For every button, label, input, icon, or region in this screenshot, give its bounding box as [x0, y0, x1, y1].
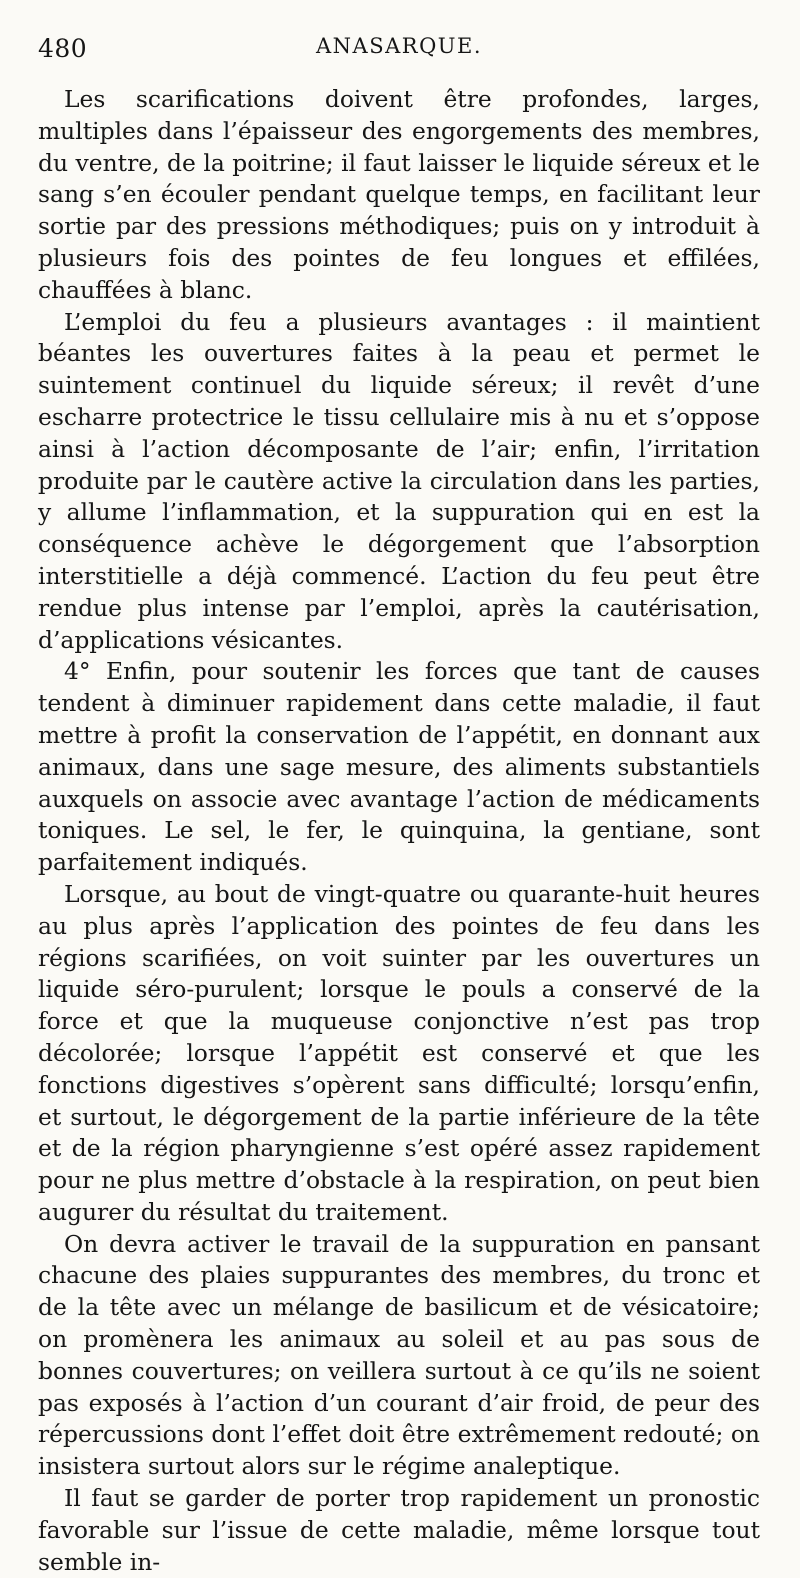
page-number: 480 — [38, 34, 88, 63]
paragraph-soutenir-forces: 4° Enfin, pour soutenir les forces que tant de causes tendent à diminuer rapidement dans cette maladie, il faut mettre à profit la conservation de l’appétit, en donnant aux animaux, dans une sage mesure, des aliments substantiels auxquels on associe avec avantage l’action de médicaments toniques. Le sel, le fer, le quinquina, la gentiane, sont parfaitement indiqués. — [38, 657, 760, 877]
body-text — [38, 84, 760, 1578]
running-title: ANASARQUE. — [316, 34, 482, 58]
paragraph-scarifications: Les scarifications doivent être profondes, larges, multiples dans l’épaisseur des engorgements des membres, du ventre, de la poitrine; il faut laisser le liquide séreux et le sang s’en écouler pendant quelque temps, en facilitant leur sortie par des pressions méthodiques; puis on y introduit à plusieurs fois des pointes de feu longues et effilées, chauffées à blanc. — [38, 85, 760, 304]
paragraph-emploi-du-feu: L’emploi du feu a plusieurs avantages : il maintient béantes les ouvertures faites à la peau et permet le suintement continuel du liquide séreux; il revêt d’une escharre protectrice le tissu cellulaire mis à nu et s’oppose ainsi à l’action décomposante de l’air; enfin, l’irritation produite par le cautère active la circulation dans les parties, y allume l’inflammation, et la suppuration qui en est la conséquence achève le dégorgement que l’absorption interstitielle a déjà commencé. L’action du feu peut être rendue plus intense par l’emploi, après la cautérisation, d’applications vésicantes. — [38, 307, 760, 654]
paragraph-pronostic-signes: Lorsque, au bout de vingt-quatre ou quarante-huit heures au plus après l’application des pointes de feu dans les régions scarifiées, on voit suinter par les ouvertures un liquide séro-purulent; lorsque le pouls a conservé de la force et que la muqueuse conjonctive n’est pas trop décolorée; lorsque l’appétit est conservé et que les fonctions digestives s’opèrent sans difficulté; lorsqu’enfin, et surtout, le dégorgement de la partie inférieure de la tête et de la région pharyngienne s’est opéré assez rapidement pour ne plus mettre d’obstacle à la respiration, on peut bien augurer du résultat du traitement. — [38, 879, 760, 1226]
page-header — [38, 30, 760, 84]
paragraph-suppuration: On devra activer le travail de la suppuration en pansant chacune des plaies suppurantes des membres, du tronc et de la tête avec un mélange de basilicum et de vésicatoire; on promènera les animaux au soleil et au pas sous de bonnes couvertures; on veillera surtout à ce qu’ils ne soient pas exposés à l’action d’un courant d’air froid, de peur des répercussions dont l’effet doit être extrêmement redouté; on insistera surtout alors sur le régime analeptique. — [38, 1229, 760, 1481]
paragraph-pronostic-favorable: Il faut se garder de porter trop rapidement un pronostic favorable sur l’issue de cette maladie, même lorsque tout semble in- — [38, 1484, 760, 1576]
